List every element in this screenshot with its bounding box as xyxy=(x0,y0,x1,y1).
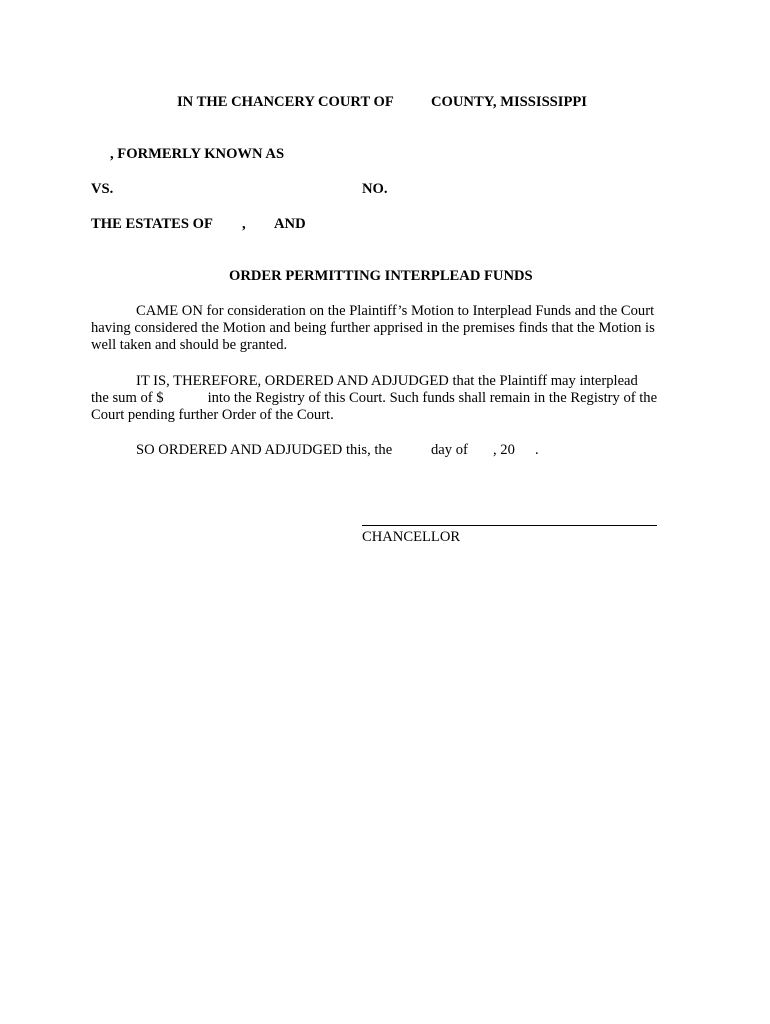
vs-label: VS. xyxy=(91,181,114,197)
order-paragraph-2-line1: IT IS, THEREFORE, ORDERED AND ADJUDGED that the Plaintiff may interplead xyxy=(136,373,638,389)
closing-year: , 20 xyxy=(493,442,515,458)
order-paragraph-2-rest: into the Registry of this Court. Such funds shall remain in the Registry of the Court pending further Order of the Court. xyxy=(91,390,658,423)
order-paragraph-2 xyxy=(91,373,683,424)
case-number-label: NO. xyxy=(362,181,388,197)
plaintiff-line: , FORMERLY KNOWN AS xyxy=(110,146,285,162)
signature-title: CHANCELLOR xyxy=(362,529,461,545)
defendant-and: AND xyxy=(274,216,306,232)
closing-period: . xyxy=(535,442,539,458)
closing-day-of: day of xyxy=(431,442,468,458)
order-paragraph-1 xyxy=(91,303,683,354)
signature-line xyxy=(362,525,657,526)
court-heading-prefix: IN THE CHANCERY COURT OF xyxy=(177,94,394,110)
order-title: ORDER PERMITTING INTERPLEAD FUNDS xyxy=(229,268,533,284)
defendant-prefix: THE ESTATES OF xyxy=(91,216,213,232)
defendant-comma: , xyxy=(242,216,246,232)
court-heading-suffix: COUNTY, MISSISSIPPI xyxy=(431,94,587,110)
order-paragraph-2-sum: the sum of $ xyxy=(91,390,164,406)
order-paragraph-1-text: CAME ON for consideration on the Plaintiff’s Motion to Interplead Funds and the Court having considered the Motion and being further apprised in the premises finds that the Motion is well taken and should be granted. xyxy=(91,303,655,353)
closing-prefix: SO ORDERED AND ADJUDGED this, the xyxy=(136,442,393,458)
